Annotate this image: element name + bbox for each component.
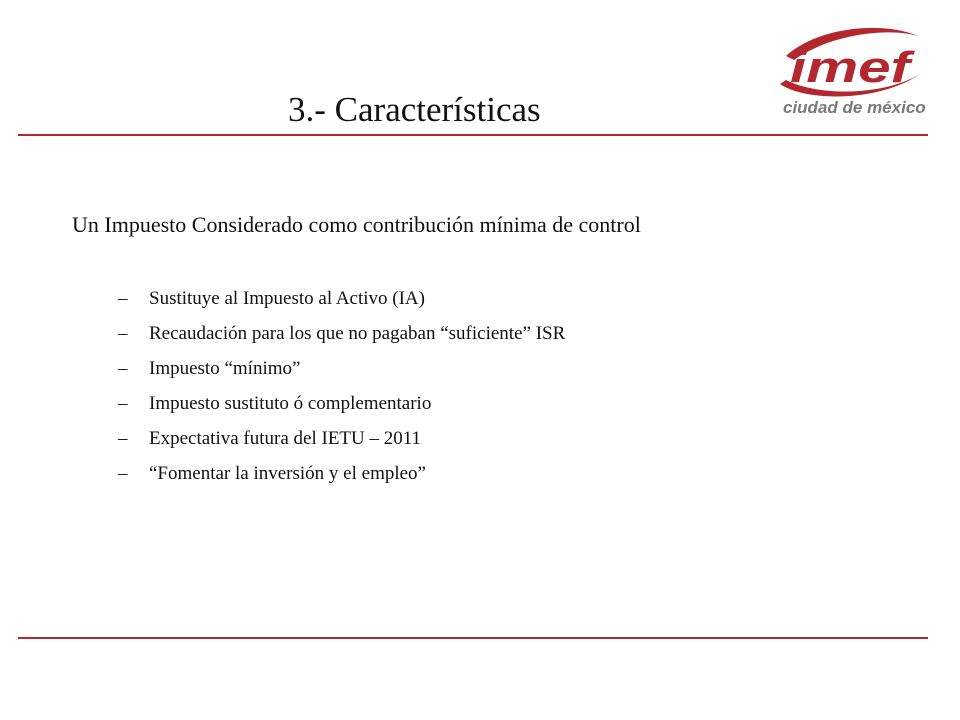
bullet-text: Expectativa futura del IETU – 2011 xyxy=(149,428,422,449)
bullet-text: Recaudación para los que no pagaban “suficiente” ISR xyxy=(149,323,566,344)
logo-tagline: ciudad de méxico xyxy=(783,98,926,117)
bullet-text: Sustituye al Impuesto al Activo (IA) xyxy=(149,288,425,309)
bullet-item xyxy=(118,390,565,425)
imef-logo-mark xyxy=(776,22,926,102)
logo-wordmark: imef xyxy=(790,43,916,92)
bullet-dash: – xyxy=(118,393,128,414)
bullet-dash: – xyxy=(118,463,128,484)
bottom-divider xyxy=(18,637,928,639)
top-divider xyxy=(18,134,928,136)
bullet-item xyxy=(118,320,565,355)
bullet-text: Impuesto “mínimo” xyxy=(149,358,301,379)
bullet-item xyxy=(118,355,565,390)
bullet-dash: – xyxy=(118,428,128,449)
bullet-text: Impuesto sustituto ó complementario xyxy=(149,393,432,414)
slide-title: 3.- Características xyxy=(288,90,541,129)
imef-logo xyxy=(776,22,926,128)
bullet-item xyxy=(118,285,565,320)
bullet-item xyxy=(118,460,565,495)
bullet-dash: – xyxy=(118,323,128,344)
bullet-list xyxy=(118,285,565,495)
bullet-item xyxy=(118,425,565,460)
lead-text: Un Impuesto Considerado como contribución mínima de control xyxy=(72,212,641,237)
bullet-dash: – xyxy=(118,358,128,379)
bullet-text: “Fomentar la inversión y el empleo” xyxy=(149,463,426,484)
bullet-dash: – xyxy=(118,288,128,309)
